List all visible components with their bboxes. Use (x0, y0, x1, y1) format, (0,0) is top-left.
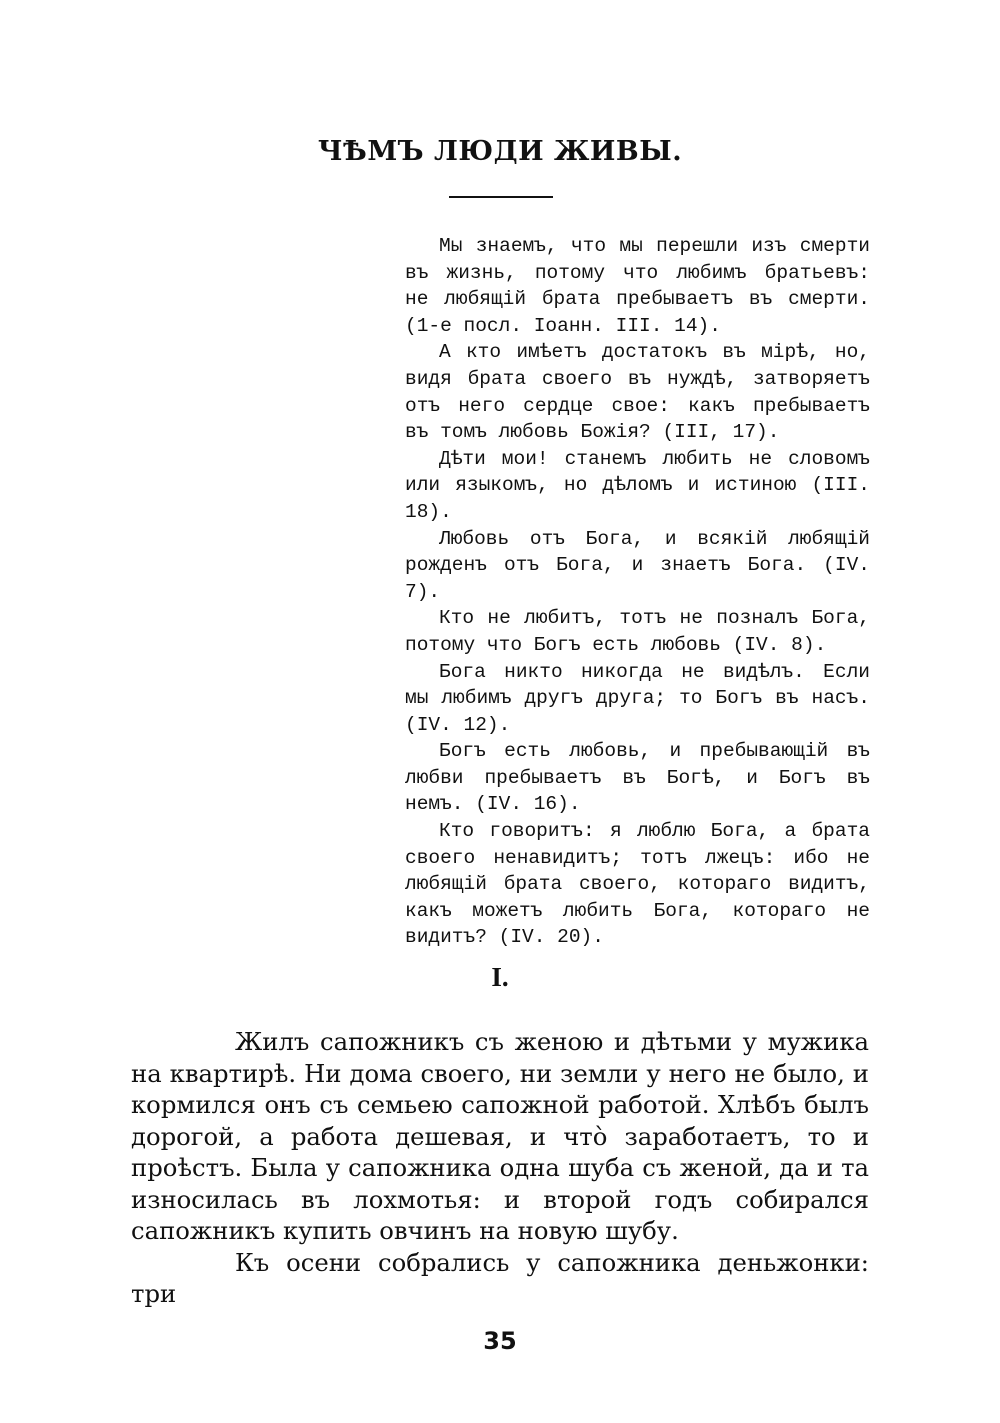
epigraph-verse: Кто говоритъ: я люблю Бога, а брата своего ненавидитъ; тотъ лжецъ: ибо не любящій брата своего, котораго видитъ, какъ можетъ любить Бога, котораго не видитъ? (IV. 20). (405, 820, 870, 949)
epigraph-verse: А кто имѣетъ достатокъ въ мірѣ, но, видя брата своего въ нуждѣ, затворяетъ отъ него сердце свое: какъ пребываетъ въ томъ любовь Божія? (III, 17). (405, 341, 870, 444)
body-paragraph: Къ осени собрались у сапожника деньжонки: три (131, 1247, 869, 1308)
epigraph-verse: Кто не любитъ, тотъ не позналъ Бога, потому что Богъ есть любовь (IV. 8). (405, 607, 870, 656)
epigraph (405, 233, 870, 951)
page-title: ЧѢМЪ ЛЮДИ ЖИВЫ. (317, 136, 683, 167)
epigraph-verse: Бога никто никогда не видѣлъ. Если мы любимъ другъ друга; то Богъ въ насъ. (IV. 12). (405, 660, 870, 736)
body-paragraph: Жилъ сапожникъ съ женою и дѣтьми у мужика на квартирѣ. Ни дома своего, ни земли у него не было, и кормился онъ съ семьею сапожной работой. Хлѣбъ былъ дорогой, а работа дешевая, и что̀ заработаетъ, то и проѣстъ. Была у сапожника одна шуба съ женой, да и та износилась въ лохмотья: и второй годъ собирался сапожникъ купить овчинъ на новую шубу. (131, 1027, 869, 1245)
epigraph-verse: Богъ есть любовь, и пребывающій въ любви пребываетъ въ Богѣ, и Богъ въ немъ. (IV. 16). (405, 740, 870, 816)
epigraph-verse: Мы знаемъ, что мы перешли изъ смерти въ жизнь, потому что любимъ братьевъ: не любящій брата пребываетъ въ смерти. (1-е посл. Іоанн. III. 14). (405, 235, 870, 337)
epigraph-verse: Любовь отъ Бога, и всякій любящій рожденъ отъ Бога, и знаетъ Бога. (IV. 7). (405, 527, 870, 603)
chapter-heading: I. (491, 962, 509, 992)
body-text (131, 1026, 869, 1310)
epigraph-verse: Дѣти мои! станемъ любить не словомъ или языкомъ, но дѣломъ и истиною (III. 18). (405, 447, 870, 523)
title-divider (449, 196, 553, 198)
page-number: 35 (483, 1327, 517, 1355)
